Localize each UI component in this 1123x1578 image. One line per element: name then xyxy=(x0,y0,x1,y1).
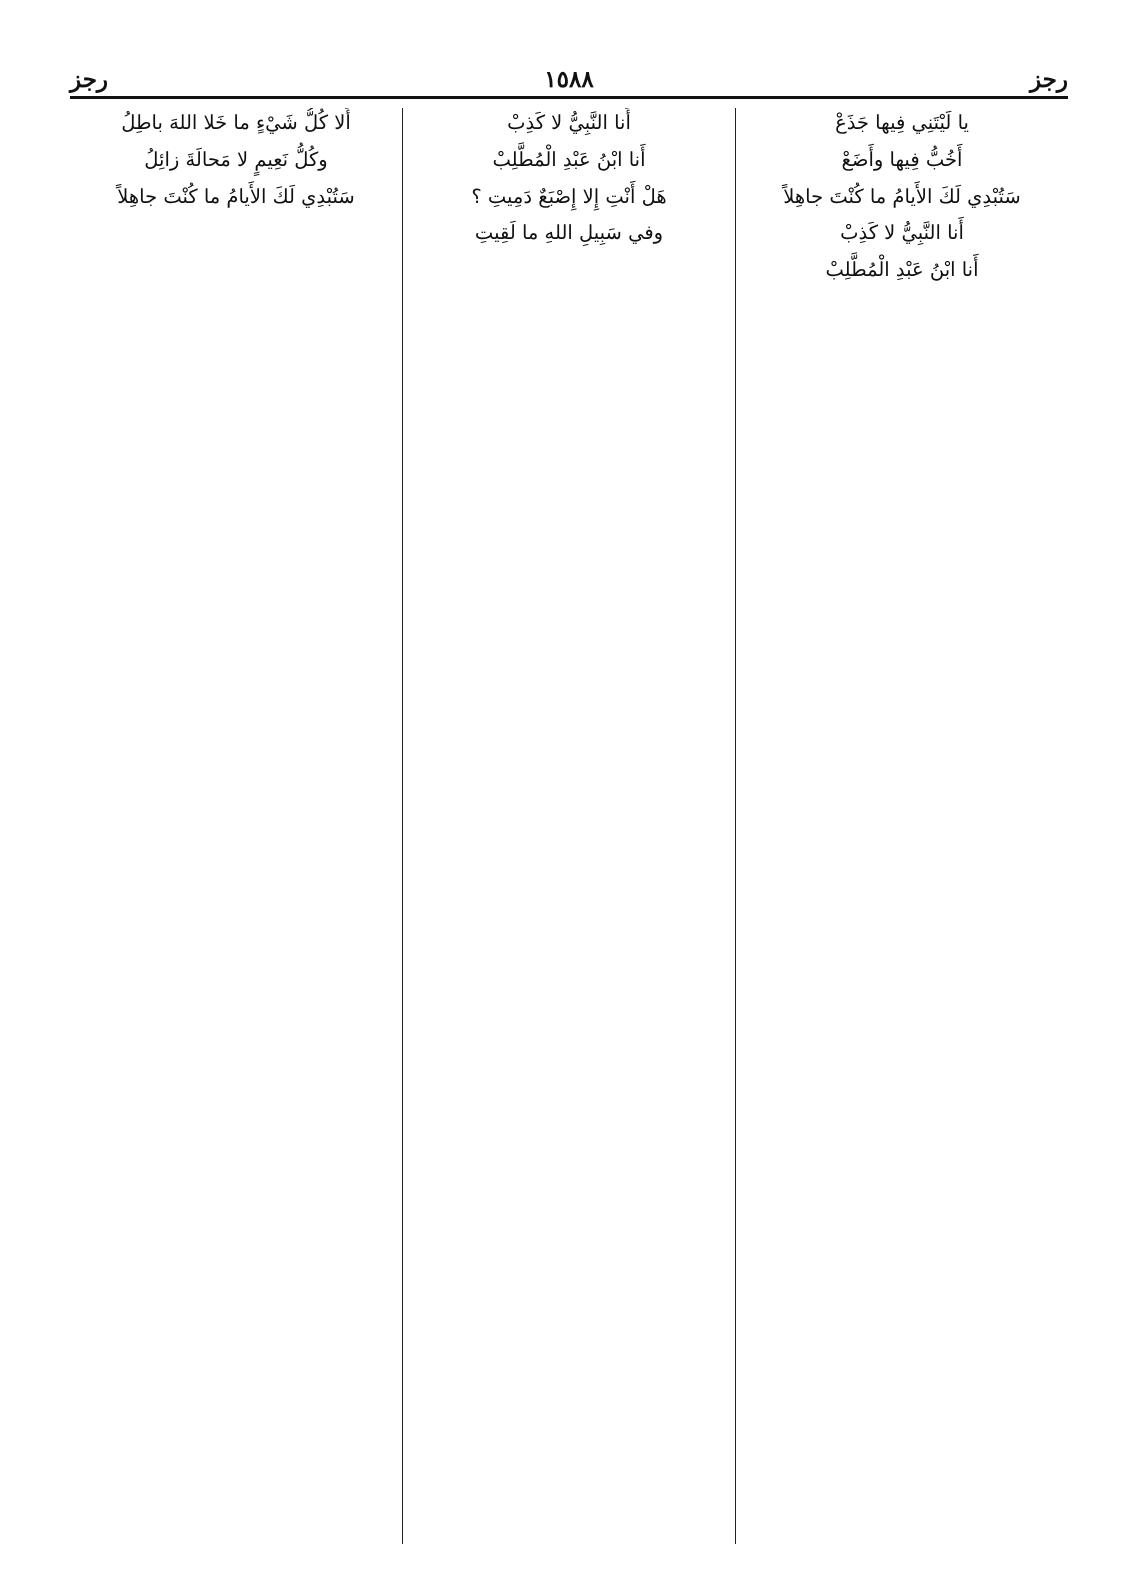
verse-line: وفي سَبِيلِ اللهِ ما لَقِيتِ xyxy=(474,221,664,245)
verse-line: أَلا كُلُّ شَيْءٍ ما خَلا اللهَ باطِلُ xyxy=(121,111,351,134)
verse-line: أَخُبُّ فِيها وأَضَعْ xyxy=(841,147,963,171)
verse-line: أَنا ابْنُ عَبْدِ الْمُطَّلِبْ xyxy=(492,147,646,171)
verse-line: أَنا النَّبِيُّ لا كَذِبْ xyxy=(840,221,964,245)
column-left xyxy=(70,108,403,1544)
page-number: ١٥٨٨ xyxy=(544,65,594,93)
text-columns xyxy=(70,108,1068,1544)
column-right xyxy=(736,108,1068,1544)
page-header xyxy=(70,62,1068,99)
verse-line: وكُلُّ نَعِيمٍ لا مَحالَةَ زائِلُ xyxy=(144,147,328,171)
verse-line: أَنا النَّبِيُّ لا كَذِبْ xyxy=(507,111,631,134)
verse-line: يا لَيْتَنِي فِيها جَذَعْ xyxy=(835,111,969,134)
verse-line: هَلْ أَنْتِ إِلا إِصْبَعٌ دَمِيتِ ؟ xyxy=(471,184,667,208)
verse-line: أَنا ابْنُ عَبْدِ الْمُطَّلِبْ xyxy=(825,258,979,282)
column-middle xyxy=(403,108,736,1544)
running-head-right: رجز xyxy=(1029,65,1068,93)
verse-line: سَتُبْدِي لَكَ الأَيامُ ما كُنْتَ جاهِلاً xyxy=(783,184,1021,208)
running-head-left: رجز xyxy=(70,65,109,93)
verse-line: سَتُبْدِي لَكَ الأَيامُ ما كُنْتَ جاهِلاً xyxy=(117,184,355,208)
